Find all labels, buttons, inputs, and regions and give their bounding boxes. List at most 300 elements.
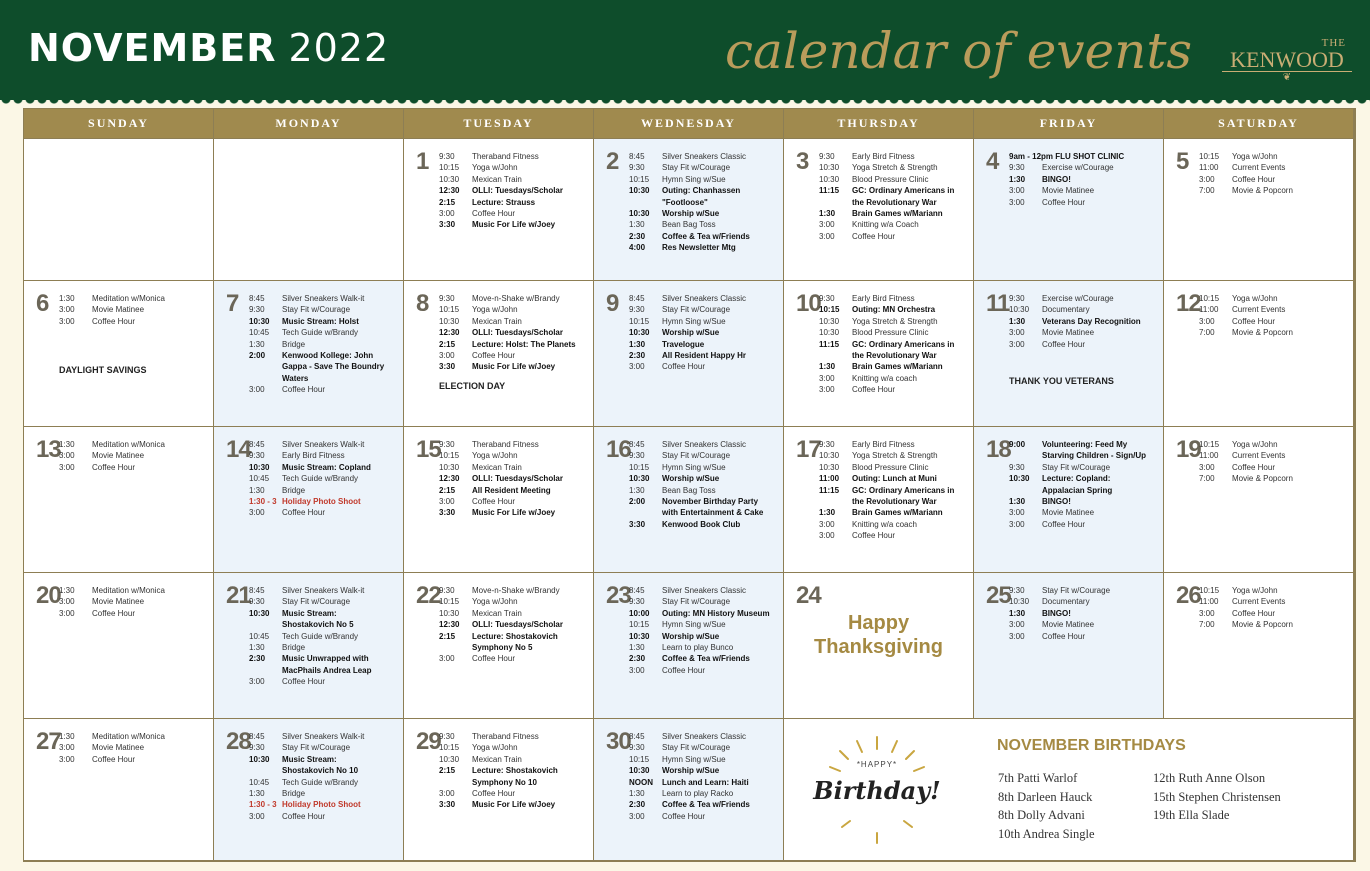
event-name: Coffee Hour bbox=[662, 362, 705, 372]
event-time: 3:30 bbox=[439, 220, 456, 230]
event-row bbox=[439, 473, 591, 484]
event-time: 10:15 bbox=[819, 305, 840, 315]
event-row bbox=[249, 811, 401, 822]
event-row bbox=[249, 608, 401, 619]
event-name: Early Bird Fitness bbox=[282, 451, 345, 461]
event-row bbox=[439, 327, 591, 338]
event-row bbox=[629, 339, 781, 350]
event-time: NOON bbox=[629, 777, 653, 787]
event-list bbox=[439, 585, 591, 665]
event-time: 3:00 bbox=[1199, 316, 1215, 326]
event-row bbox=[439, 777, 591, 788]
empty-cell bbox=[24, 139, 213, 280]
event-name: Movie & Popcorn bbox=[1232, 328, 1293, 338]
event-name: Bridge bbox=[282, 485, 306, 495]
event-row bbox=[629, 462, 781, 473]
day-number: 20 bbox=[36, 582, 61, 609]
event-name: GC: Ordinary Americans in bbox=[852, 339, 955, 349]
event-list bbox=[1009, 293, 1161, 350]
event-name: Movie Matinee bbox=[92, 305, 145, 315]
event-time: 3:00 bbox=[59, 743, 75, 753]
event-row bbox=[629, 754, 781, 765]
event-row bbox=[629, 631, 781, 642]
event-name: OLLI: Tuesdays/Scholar bbox=[472, 474, 563, 484]
event-row bbox=[629, 174, 781, 185]
event-row bbox=[629, 327, 781, 338]
event-time: 9:30 bbox=[819, 440, 835, 449]
event-name: Theraband Fitness bbox=[472, 732, 539, 741]
event-list bbox=[59, 439, 211, 473]
day-number: 3 bbox=[796, 148, 809, 175]
event-time: 7:00 bbox=[1199, 328, 1215, 338]
event-list bbox=[439, 439, 591, 519]
day-number: 26 bbox=[1176, 582, 1201, 609]
event-row bbox=[629, 731, 781, 742]
event-name: Exercise w/Courage bbox=[1042, 163, 1114, 173]
event-name: Travelogue bbox=[662, 339, 705, 349]
event-name: Current Events bbox=[1232, 305, 1286, 315]
event-list bbox=[819, 293, 971, 396]
event-time: 3:30 bbox=[439, 362, 456, 372]
holiday-line-2: Thanksgiving bbox=[814, 636, 943, 658]
event-name: Coffee Hour bbox=[472, 351, 515, 361]
event-row bbox=[249, 596, 401, 607]
event-row bbox=[1199, 462, 1351, 473]
event-name: Stay Fit w/Courage bbox=[1042, 586, 1111, 595]
day-cell bbox=[594, 719, 783, 860]
event-name: Music Unwrapped with bbox=[282, 654, 369, 664]
event-row bbox=[59, 450, 211, 461]
event-name: Coffee Hour bbox=[1042, 631, 1085, 641]
event-name: Silver Sneakers Walk-it bbox=[282, 586, 365, 595]
event-time: 9am - 12pm FLU SHOT CLINIC bbox=[1009, 152, 1125, 161]
event-name: Bridge bbox=[282, 643, 306, 653]
event-list bbox=[1009, 151, 1161, 208]
event-row bbox=[629, 585, 781, 596]
day-cell bbox=[24, 427, 213, 572]
event-row bbox=[629, 608, 781, 619]
event-time: 10:45 bbox=[249, 328, 270, 338]
event-row bbox=[629, 619, 781, 630]
event-time: 12:30 bbox=[439, 328, 460, 338]
event-name: Theraband Fitness bbox=[472, 440, 539, 449]
event-time: 3:00 bbox=[819, 519, 835, 529]
event-row bbox=[439, 350, 591, 361]
event-name: Move-n-Shake w/Brandy bbox=[472, 586, 560, 595]
event-row bbox=[819, 473, 971, 484]
event-row bbox=[1009, 439, 1161, 450]
event-row bbox=[439, 596, 591, 607]
event-time: 2:30 bbox=[629, 654, 646, 664]
event-row bbox=[439, 450, 591, 461]
event-row bbox=[439, 608, 591, 619]
event-row bbox=[819, 361, 971, 372]
event-row bbox=[249, 293, 401, 304]
event-name: Movie Matinee bbox=[92, 743, 145, 753]
event-name: Coffee Hour bbox=[282, 385, 325, 395]
event-time: 3:00 bbox=[1009, 197, 1025, 207]
event-row bbox=[1199, 185, 1351, 196]
event-row bbox=[819, 350, 971, 361]
event-row bbox=[439, 585, 591, 596]
event-row bbox=[439, 361, 591, 372]
event-time: 10:45 bbox=[249, 777, 270, 787]
event-row bbox=[629, 231, 781, 242]
holiday-line-1: Happy bbox=[847, 612, 910, 634]
event-name: Outing: MN Orchestra bbox=[852, 305, 936, 315]
event-name: Early Bird Fitness bbox=[852, 152, 915, 161]
event-row bbox=[249, 742, 401, 753]
event-row bbox=[1199, 327, 1351, 338]
day-cell bbox=[1164, 573, 1353, 718]
day-number: 1 bbox=[416, 148, 429, 175]
event-list bbox=[439, 293, 591, 373]
event-name: Worship w/Sue bbox=[662, 631, 720, 641]
event-name: Learn to play Racko bbox=[662, 789, 734, 799]
event-row bbox=[1009, 151, 1161, 162]
event-time bbox=[819, 350, 852, 361]
event-row bbox=[249, 339, 401, 350]
event-name: Coffee Hour bbox=[1042, 339, 1085, 349]
event-list bbox=[59, 293, 211, 327]
event-name: Silver Sneakers Classic bbox=[662, 732, 747, 741]
event-row bbox=[439, 507, 591, 518]
event-name: Outing: Chanhassen bbox=[662, 186, 741, 196]
event-time: 10:15 bbox=[439, 451, 460, 461]
day-cell bbox=[594, 281, 783, 426]
event-list bbox=[1199, 151, 1351, 197]
event-row bbox=[249, 731, 401, 742]
day-cell bbox=[214, 573, 403, 718]
event-name: Coffee Hour bbox=[1232, 462, 1275, 472]
event-name: Outing: MN History Museum bbox=[662, 608, 770, 618]
happy-birthday-icon bbox=[802, 729, 952, 849]
day-number: 15 bbox=[416, 436, 441, 463]
event-name: Coffee Hour bbox=[472, 497, 515, 507]
event-row bbox=[249, 361, 401, 384]
event-name: Coffee Hour bbox=[92, 608, 135, 618]
event-row bbox=[1009, 496, 1161, 507]
event-name: Mexican Train bbox=[472, 754, 522, 764]
calendar-grid bbox=[23, 108, 1356, 862]
event-time: 9:30 bbox=[1009, 163, 1025, 173]
event-time: 11:15 bbox=[819, 339, 840, 349]
event-time: 8:45 bbox=[249, 732, 265, 741]
event-row bbox=[1199, 151, 1351, 162]
event-list bbox=[1199, 439, 1351, 485]
event-row bbox=[1009, 619, 1161, 630]
event-time: 1:30 bbox=[629, 485, 645, 495]
event-time: 11:15 bbox=[819, 186, 840, 196]
event-name: Kenwood Book Club bbox=[662, 519, 741, 529]
event-name: Music For Life w/Joey bbox=[472, 362, 556, 372]
event-name: Lecture: Copland: bbox=[1042, 474, 1111, 484]
holiday-label bbox=[784, 611, 973, 659]
event-time bbox=[439, 642, 472, 653]
event-time: 9:30 bbox=[439, 152, 455, 161]
event-name: Hymn Sing w/Sue bbox=[662, 316, 726, 326]
event-name: Outing: Lunch at Muni bbox=[852, 474, 937, 484]
event-name: Meditation w/Monica bbox=[92, 440, 165, 449]
day-note: DAYLIGHT SAVINGS bbox=[59, 365, 147, 375]
event-time: 8:45 bbox=[629, 294, 645, 303]
event-time: 3:00 bbox=[439, 497, 455, 507]
event-time: 1:30 bbox=[629, 643, 645, 653]
event-name: Yoga w/John bbox=[472, 743, 518, 753]
event-time bbox=[629, 507, 662, 518]
event-time: 3:00 bbox=[629, 665, 645, 675]
event-name: All Resident Meeting bbox=[472, 485, 551, 495]
event-time: 3:00 bbox=[59, 451, 75, 461]
event-time bbox=[249, 619, 282, 630]
event-time: 9:30 bbox=[1009, 586, 1025, 595]
event-row bbox=[1199, 439, 1351, 450]
event-time: 3:00 bbox=[1009, 519, 1025, 529]
event-time: 10:30 bbox=[819, 163, 840, 173]
page-title bbox=[28, 26, 389, 70]
event-time: 10:15 bbox=[629, 174, 650, 184]
event-row bbox=[439, 208, 591, 219]
event-time: 2:15 bbox=[439, 485, 456, 495]
event-time: 3:00 bbox=[1199, 462, 1215, 472]
event-row bbox=[819, 450, 971, 461]
birthday-entry: 15th Stephen Christensen bbox=[1153, 789, 1281, 804]
event-time: 10:30 bbox=[439, 608, 460, 618]
day-cell bbox=[404, 427, 593, 572]
event-name: GC: Ordinary Americans in bbox=[852, 186, 955, 196]
event-name: Current Events bbox=[1232, 597, 1286, 607]
month-label: NOVEMBER bbox=[28, 26, 277, 70]
event-row bbox=[819, 327, 971, 338]
event-time: 2:15 bbox=[439, 197, 456, 207]
event-name: Silver Sneakers Classic bbox=[662, 152, 747, 161]
event-name: Veterans Day Recognition bbox=[1042, 316, 1141, 326]
event-time: 10:30 bbox=[819, 316, 840, 326]
event-time: 3:30 bbox=[629, 519, 646, 529]
event-row bbox=[629, 811, 781, 822]
event-row bbox=[249, 642, 401, 653]
event-time: 10:30 bbox=[629, 186, 650, 196]
event-name: Worship w/Sue bbox=[662, 766, 720, 776]
event-row bbox=[1009, 185, 1161, 196]
event-row bbox=[1009, 162, 1161, 173]
event-row bbox=[249, 327, 401, 338]
event-time: 8:45 bbox=[249, 294, 265, 303]
event-name bbox=[1124, 151, 1161, 162]
scallop-border bbox=[0, 99, 1370, 107]
day-cell bbox=[974, 139, 1163, 280]
event-name: Stay Fit w/Courage bbox=[282, 743, 351, 753]
day-cell bbox=[1164, 427, 1353, 572]
event-row bbox=[629, 316, 781, 327]
event-time: 8:45 bbox=[249, 586, 265, 595]
event-row bbox=[1009, 327, 1161, 338]
event-row bbox=[629, 642, 781, 653]
birthday-list-left bbox=[998, 769, 1095, 843]
event-time: 1:30 bbox=[629, 220, 645, 230]
event-row bbox=[1009, 473, 1161, 484]
event-row bbox=[439, 631, 591, 642]
event-name: Learn to play Bunco bbox=[662, 643, 734, 653]
event-row bbox=[819, 151, 971, 162]
event-time: 9:30 bbox=[249, 305, 265, 315]
event-list bbox=[439, 151, 591, 231]
calendar-subtitle: calendar of events bbox=[725, 22, 1193, 80]
event-row bbox=[629, 450, 781, 461]
event-time: 3:00 bbox=[819, 385, 835, 395]
day-number: 14 bbox=[226, 436, 251, 463]
day-number: 23 bbox=[606, 582, 631, 609]
event-row bbox=[629, 361, 781, 372]
birthday-entry: 12th Ruth Anne Olson bbox=[1153, 771, 1266, 785]
event-row bbox=[819, 485, 971, 496]
event-row bbox=[629, 185, 781, 196]
event-row bbox=[629, 765, 781, 776]
event-name: Stay Fit w/Courage bbox=[662, 305, 731, 315]
event-row bbox=[629, 304, 781, 315]
year-label: 2022 bbox=[288, 26, 390, 70]
event-row bbox=[59, 462, 211, 473]
day-number: 27 bbox=[36, 728, 61, 755]
event-time: 10:30 bbox=[629, 766, 650, 776]
event-name: Coffee Hour bbox=[1232, 316, 1275, 326]
event-time: 9:30 bbox=[629, 305, 645, 315]
event-time: 11:00 bbox=[1199, 451, 1219, 461]
event-row bbox=[439, 197, 591, 208]
event-time: 9:30 bbox=[1009, 294, 1025, 303]
dow-friday: FRIDAY bbox=[974, 109, 1163, 138]
kenwood-logo bbox=[1222, 38, 1352, 84]
event-name: the Revolutionary War bbox=[852, 351, 937, 361]
event-time: 8:45 bbox=[249, 440, 265, 449]
event-time: 9:30 bbox=[439, 440, 455, 449]
event-row bbox=[819, 304, 971, 315]
event-name: Coffee Hour bbox=[662, 811, 705, 821]
event-name: Mexican Train bbox=[472, 316, 522, 326]
event-name: the Revolutionary War bbox=[852, 197, 937, 207]
event-row bbox=[1199, 316, 1351, 327]
event-row bbox=[1199, 608, 1351, 619]
day-number: 2 bbox=[606, 148, 619, 175]
event-row bbox=[629, 665, 781, 676]
day-cell bbox=[214, 427, 403, 572]
day-cell bbox=[24, 719, 213, 860]
event-name: Early Bird Fitness bbox=[852, 294, 915, 303]
event-row bbox=[629, 496, 781, 507]
event-list bbox=[629, 293, 781, 373]
event-time: 10:30 bbox=[249, 462, 270, 472]
event-name: Coffee Hour bbox=[1042, 519, 1085, 529]
event-row bbox=[1199, 585, 1351, 596]
event-name: with Entertainment & Cake bbox=[662, 508, 764, 518]
event-name: Meditation w/Monica bbox=[92, 586, 165, 595]
event-time: 11:00 bbox=[1199, 597, 1219, 607]
day-note: THANK YOU VETERANS bbox=[1009, 376, 1114, 386]
event-time: 10:30 bbox=[629, 474, 650, 484]
event-time: 2:30 bbox=[629, 800, 646, 810]
event-time: 3:30 bbox=[439, 800, 456, 810]
event-row bbox=[439, 174, 591, 185]
event-name: Yoga w/John bbox=[1232, 586, 1278, 595]
event-row bbox=[439, 653, 591, 664]
event-name: Music For Life w/Joey bbox=[472, 800, 556, 810]
event-row bbox=[1009, 608, 1161, 619]
event-list bbox=[629, 439, 781, 530]
event-name: Stay Fit w/Courage bbox=[1042, 462, 1111, 472]
event-time: 3:00 bbox=[59, 608, 75, 618]
event-list bbox=[1199, 293, 1351, 339]
day-cell bbox=[24, 573, 213, 718]
event-time: 2:15 bbox=[439, 339, 456, 349]
event-time: 9:30 bbox=[819, 152, 835, 161]
event-time: 2:30 bbox=[629, 231, 646, 241]
event-row bbox=[629, 788, 781, 799]
event-name: Movie Matinee bbox=[92, 597, 145, 607]
event-name: Yoga w/John bbox=[1232, 294, 1278, 303]
event-name: Music Stream: bbox=[282, 754, 337, 764]
day-number: 25 bbox=[986, 582, 1011, 609]
dow-sunday: SUNDAY bbox=[24, 109, 213, 138]
day-cell bbox=[974, 281, 1163, 426]
event-name: Holiday Photo Shoot bbox=[282, 497, 361, 507]
event-row bbox=[439, 642, 591, 653]
event-name: Music For Life w/Joey bbox=[472, 220, 556, 230]
event-time: 3:00 bbox=[629, 362, 645, 372]
event-list bbox=[629, 151, 781, 254]
event-time: 11:00 bbox=[819, 474, 840, 484]
event-name: Move-n-Shake w/Brandy bbox=[472, 294, 560, 303]
event-name: Movie & Popcorn bbox=[1232, 620, 1293, 630]
event-row bbox=[629, 799, 781, 810]
event-time: 3:00 bbox=[59, 597, 75, 607]
event-row bbox=[59, 731, 211, 742]
event-row bbox=[249, 765, 401, 776]
event-row bbox=[819, 339, 971, 350]
event-name: Coffee Hour bbox=[472, 654, 515, 664]
event-row bbox=[819, 174, 971, 185]
event-list bbox=[249, 293, 401, 396]
event-row bbox=[819, 219, 971, 230]
event-list bbox=[819, 151, 971, 242]
event-time: 3:00 bbox=[1199, 174, 1215, 184]
event-name: BINGO! bbox=[1042, 608, 1071, 618]
event-row bbox=[629, 350, 781, 361]
event-name: Knitting w/a coach bbox=[852, 519, 917, 529]
event-time: 10:30 bbox=[1009, 305, 1030, 315]
event-name: Theraband Fitness bbox=[472, 152, 539, 161]
event-time: 9:30 bbox=[1009, 462, 1025, 472]
day-cell bbox=[594, 427, 783, 572]
event-time: 3:00 bbox=[629, 811, 645, 821]
event-time: 1:30 - 3 bbox=[249, 497, 277, 507]
event-name: Shostakovich No 10 bbox=[282, 766, 359, 776]
event-row bbox=[249, 665, 401, 676]
event-row bbox=[439, 754, 591, 765]
event-name: Hymn Sing w/Sue bbox=[662, 174, 726, 184]
event-row bbox=[59, 316, 211, 327]
event-time: 10:30 bbox=[439, 174, 460, 184]
event-time: 1:30 bbox=[59, 732, 75, 741]
event-time: 3:00 bbox=[249, 508, 265, 518]
event-row bbox=[439, 731, 591, 742]
event-time: 3:00 bbox=[59, 462, 75, 472]
event-row bbox=[249, 496, 401, 507]
day-number: 10 bbox=[796, 290, 821, 317]
event-time: 3:00 bbox=[1009, 620, 1025, 630]
event-time: 9:30 bbox=[819, 294, 835, 303]
event-time: 3:00 bbox=[819, 373, 835, 383]
event-name: Coffee Hour bbox=[282, 508, 325, 518]
